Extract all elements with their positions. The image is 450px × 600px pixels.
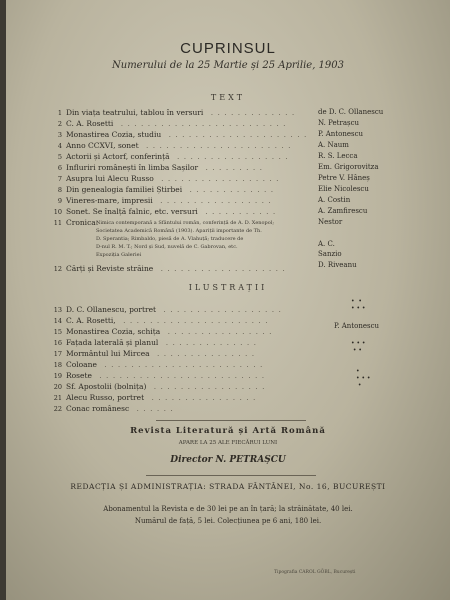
toc-entry: 4 Anno CCXVI, sonet . . . . . . . . . . . . . . . . . . . . . . [57,141,292,150]
cronica-note: Nimica contemporană a Sfântului român, conferință de A. D. Xenopol; [96,220,275,226]
subscription-line: Numărul de față, 5 lei. Colecțiunea pe 6 ani, 180 lei. [134,517,322,525]
illustration-entry: 13 D. C. Ollanescu, portret . . . . . . . . . . . . . . . . . . [53,305,282,314]
toc-entry-cronica: 11 Cronica: [53,218,99,227]
page-title: CUPRINSUL [180,40,276,57]
subscription-line: Abonamentul la Revista e de 30 lei pe an în țară; la străinătate, 40 lei. [103,505,353,513]
journal-frequency: APARE LA 25 ALE FIECĂRUI LUNI [178,440,278,446]
illustrations-heading: ILUSTRAȚII [188,283,268,292]
ornament-dots: • • • • • [351,298,366,312]
cronica-note: D. Sperantia; Rimbaldo, piesă de A. Vlahuță; traducere de [96,236,244,242]
illustration-entry: 15 Monastirea Cozia, schița . . . . . . . . . . . . . . . . [53,327,273,336]
toc-entry: 6 Influriri românești în limba Sașilor . . . . . . . . . [57,163,264,172]
issue-subtitle: Numerului de la 25 Martie și 25 Aprilie, 1903 [112,60,344,71]
illustration-entry: 21 Alecu Russo, portret . . . . . . . . . . . . . . . . [53,393,257,402]
toc-author: A. Zamfirescu [318,207,368,215]
illustration-entry: 17 Mormântul lui Mircea . . . . . . . . . . . . . . . [53,349,256,358]
toc-entry: 12 Cărți și Reviste străine . . . . . . . . . . . . . . . . . . . [53,264,286,273]
illustration-entry: 14 C. A. Rosetti, . . . . . . . . . . . . . . . . . . . . . . [53,316,269,325]
illustration-entry: 18 Coloane . . . . . . . . . . . . . . . . . . . . . . . . [53,360,264,369]
toc-author: Elie Nicolescu [318,185,369,193]
illustrations-author: P. Antonescu [334,322,380,330]
toc-author: R. S. Lecca [318,152,358,160]
director-line: Director N. PETRAȘCU [170,455,286,465]
toc-entry: 3 Monastirea Cozia, studiu . . . . . . . . . . . . . . . . . . . . . [57,130,308,139]
cronica-author: D. Riveanu [318,261,357,269]
toc-author: Nestor [318,218,343,226]
toc-author: A. Naum [318,141,349,149]
illustration-entry: 19 Rosete . . . . . . . . . . . . . . . . . . . . . . . . . [53,371,266,380]
toc-entry: 2 C. A. Rosetti . . . . . . . . . . . . . . . . . . . . . . . . . [57,119,287,128]
ornament-dots: • • • • • [356,368,371,389]
toc-author: Em. Grigorovitza [318,163,379,171]
toc-author: Petre V. Hâneș [318,174,370,182]
toc-entry: 9 Vineres-mare, impresii . . . . . . . . . . . . . . . . . [57,196,272,205]
cronica-note: Expoziția Galeriei [96,252,142,258]
toc-entry: 7 Asupra lui Alecu Russo . . . . . . . . . . . . . . . . . . [57,174,280,183]
illustration-entry: 16 Fațada laterală și planul . . . . . . . . . . . . . . [53,338,258,347]
ornament-dots: • • • • • [351,340,366,354]
cronica-author: A. C. [318,240,335,248]
cronica-note: D-nul R. M. T.; Nord și Sud, nuvelă de C. Gabrovan, etc. [96,244,238,250]
cronica-note: Societatea Academică Română (1903). Apariții importante de Th. [96,228,262,234]
toc-entry: 8 Din genealogia familiei Știrbei . . . . . . . . . . . . . [57,185,275,194]
printer-credit: Tipografia CAROL GÖBL, București [274,570,356,575]
toc-author: de D. C. Ollanescu [318,108,384,116]
toc-author: A. Costin [318,196,351,204]
illustration-entry: 22 Conac românesc . . . . . . [53,404,174,413]
illustration-entry: 20 Sf. Apostolii (bolnița) . . . . . . . . . . . . . . . . . [53,382,266,391]
toc-author: N. Petrașcu [318,119,360,127]
footer-rule [146,475,316,476]
footer-rule [156,420,306,421]
toc-entry: 5 Actorii și Actorf, conferință . . . . . . . . . . . . . . . . . [57,152,289,161]
toc-author: P. Antonescu [318,130,364,138]
page-sheet [6,0,450,600]
toc-entry: 10 Sonet. Se înalță falnic, etc. versuri . . . . . . . . . . . [53,207,277,216]
journal-name: Revista Literatură și Artă Română [130,426,326,436]
text-section-heading: TEXT [210,93,246,102]
toc-entry: 1 Din viața teatrului, tablou în versuri . . . . . . . . . . . . . [57,108,296,117]
cronica-author: Sanzio [318,250,342,258]
administration-address: REDACȚIA ȘI ADMINISTRAȚIA: STRADA FÂNTÂNEI, No. 16, BUCUREȘTI [70,482,386,491]
